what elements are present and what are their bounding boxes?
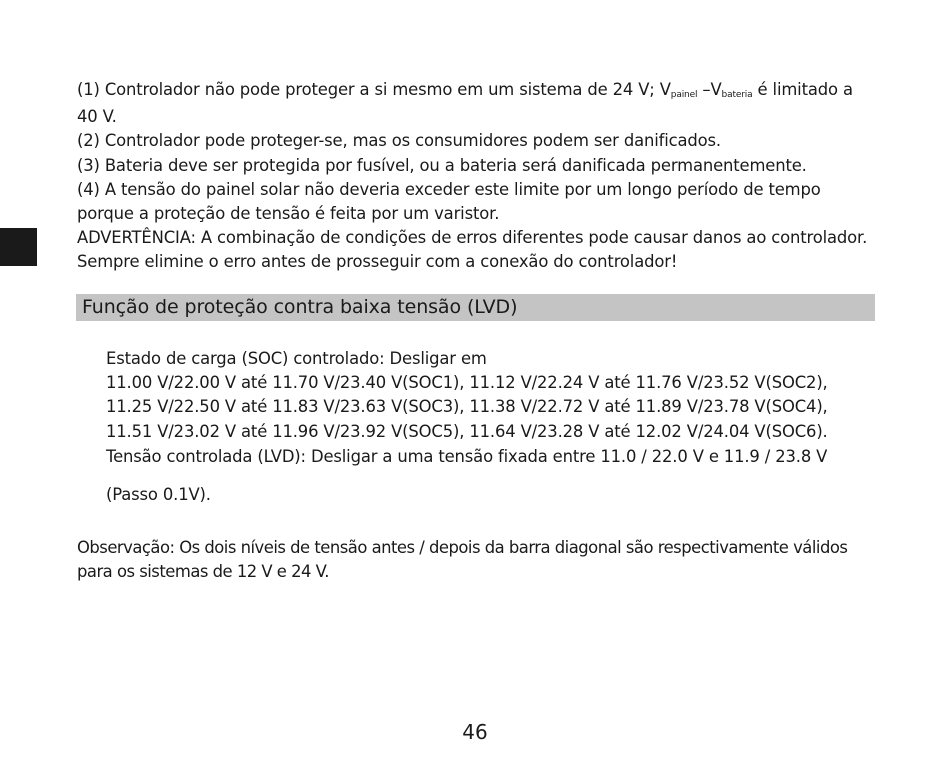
warning-text: ADVERTÊNCIA: A combinação de condições de erros diferentes pode causar danos ao controlador. Sempre elimine o erro antes de prosseguir com a conexão do controlador! [77,228,868,272]
remark-text: Observação: Os dois níveis de tensão antes / depois da barra diagonal são respectivamente válidos para os sistemas de 12 V e 24 V. [77,538,848,582]
chapter-tab-marker [0,228,37,266]
footnotes-block [77,78,877,275]
lvd-description [106,347,876,507]
note-4: (4) A tensão do painel solar não deveria exceder este limite por um longo período de tempo porque a proteção de tensão é feita por um varistor. [77,179,821,224]
note-2: (2) Controlador pode proteger-se, mas os consumidores podem ser danificados. [77,131,721,151]
section-heading-lvd: Função de proteção contra baixa tensão (LVD) [76,294,875,321]
remark-block [77,536,877,584]
step-text: (Passo 0.1V). [106,485,211,505]
note-3: (3) Bateria deve ser protegida por fusível, ou a bateria será danificada permanentemente. [77,155,807,175]
note-1: (1) Controlador não pode proteger a si mesmo em um sistema de 24 V; $V_{painel}$ $-V_{bateria}$ é limitado a 40 V. [77,80,853,127]
soc-intro: Estado de carga (SOC) controlado: Desligar em [106,349,487,368]
soc-line-3: 11.51 V/23.02 V até 11.96 V/23.92 V(SOC5), 11.64 V/23.28 V até 12.02 V/24.04 V(SOC6). [106,421,828,441]
soc-line-1: 11.00 V/22.00 V até 11.70 V/23.40 V(SOC1), 11.12 V/22.24 V até 11.76 V/23.52 V(SOC2), [106,373,828,393]
soc-line-2: 11.25 V/22.50 V até 11.83 V/23.63 V(SOC3), 11.38 V/22.72 V até 11.89 V/23.78 V(SOC4), [106,397,828,417]
page-number: 46 [462,720,488,744]
voltage-controlled-text: Tensão controlada (LVD): Desligar a uma tensão fixada entre 11.0 / 22.0 V e 11.9 / 23.8 V [106,446,828,466]
